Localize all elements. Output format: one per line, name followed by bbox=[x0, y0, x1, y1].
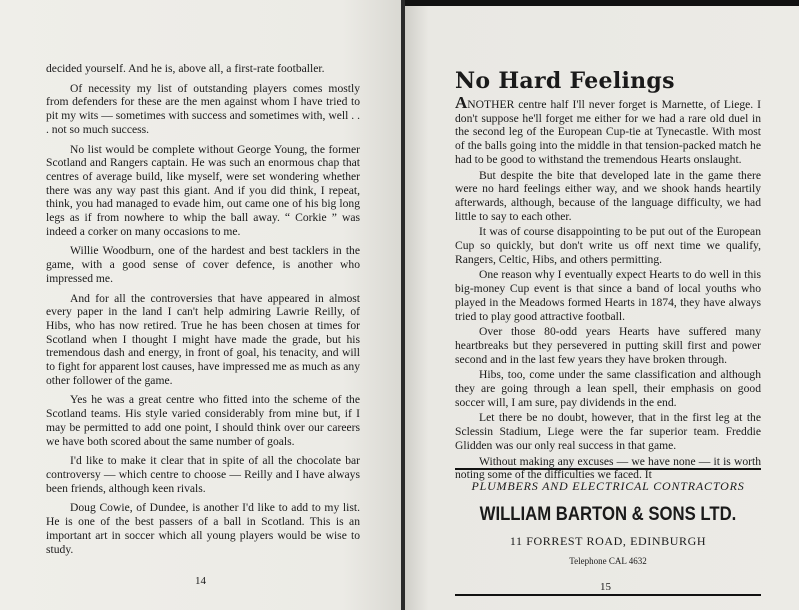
paragraph: But despite the bite that developed late in the game there were no hard feelings either way, and we shook hands heartily afterwards, although, because of the language difficulty, we had little to say to each other. bbox=[455, 168, 761, 223]
page-number: 14 bbox=[195, 575, 206, 587]
chapter-heading: No Hard Feelings bbox=[455, 68, 675, 94]
ad-company-name: WILLIAM BARTON & SONS LTD. bbox=[479, 504, 737, 525]
ad-telephone: Telephone CAL 4632 bbox=[569, 556, 647, 566]
right-page bbox=[405, 0, 799, 610]
drop-cap: A bbox=[455, 93, 468, 112]
page-number: 15 bbox=[600, 581, 611, 593]
paragraph-text: NOTHER centre half I'll never forget is Marnette, of Liege. I don't suppose he'll forget me either for we had a rare old duel in the second leg of the European Cup-tie at Tynecastle. With most of the balls going into the middle in that tension-packed match he had to be good to withstand the tremendous Hearts onslaught. bbox=[455, 98, 761, 166]
right-page-text bbox=[455, 93, 761, 484]
ad-tagline: PLUMBERS AND ELECTRICAL CONTRACTORS bbox=[471, 479, 745, 493]
paragraph: Yes he was a great centre who fitted into the scheme of the Scotland teams. His style varied considerably from mine but, if I may be permitted to add one point, I should think over our careers we have both scored about the same number of goals. bbox=[46, 393, 360, 448]
paragraph: Without making any excuses — we have none — it is worth noting some of the difficulties we faced. It bbox=[455, 454, 761, 482]
paragraph: Over those 80-odd years Hearts have suffered many heartbreaks but they persevered in putting skill first and power second and in the last few years they have broken through. bbox=[455, 325, 761, 366]
paragraph: One reason why I eventually expect Hearts to do well in this big-money Cup event is that since a band of local youths who played in the Meadows formed Hearts in 1874, they have always tried to play good attractive football. bbox=[455, 268, 761, 323]
paragraph: decided yourself. And he is, above all, a first-rate footballer. bbox=[46, 62, 325, 75]
paragraph: Of necessity my list of outstanding players comes mostly from defenders for these are the men against whom I have tried to pit my wits — sometimes with success and sometimes with, well . . . not so much success. bbox=[46, 81, 360, 136]
paragraph: I'd like to make it clear that in spite of all the chocolate bar controversy — which centre to choose — Reilly and I have always been friends, although keen rivals. bbox=[46, 454, 360, 495]
paragraph: No list would be complete without George Young, the former Scotland and Rangers captain. He was such an enormous chap that centres of average build, like myself, were set wondering whether there was any way past this giant. And if you did think, I repeat, think, you had managed to evade him, out came one of his big long legs as if from nowhere to whip the ball away. “ Corkie ” was indeed a corker on many occasions to me. bbox=[46, 142, 360, 238]
advertisement bbox=[455, 468, 761, 596]
paragraph bbox=[455, 93, 761, 167]
left-page-text bbox=[46, 62, 360, 562]
paragraph: Hibs, too, come under the same classification and although they are going through a lean spell, their emphasis on good soccer will, I am sure, pay dividends in the end. bbox=[455, 368, 761, 409]
paragraph: And for all the controversies that have appeared in almost every paper in the land I can't help admiring Lawrie Reilly, of Hibs, who has now retired. True he has been chosen at times for Scotland when I thought I might have made the grade, but his tremendous dash and energy, in front of goal, his tenacity, and will to fight for apparent lost causes, have impressed me as much as any other follower of the game. bbox=[46, 291, 360, 387]
ad-address: 11 FORREST ROAD, EDINBURGH bbox=[509, 534, 707, 548]
paragraph: Doug Cowie, of Dundee, is another I'd like to add to my list. He is one of the best passers of a ball in Scotland. This is an important art in soccer which all young players would be wise to study. bbox=[46, 501, 360, 556]
paragraph: Let there be no doubt, however, that in the first leg at the Sclessin Stadium, Liege were the far superior team. Freddie Glidden was our only real success in that game. bbox=[455, 411, 761, 452]
paragraph: Willie Woodburn, one of the hardest and best tacklers in the game, with a good sense of cover defence, is another who impressed me. bbox=[46, 244, 360, 285]
paragraph: It was of course disappointing to be put out of the European Cup so quickly, but don't write us off next time we qualify, Rangers, Celtic, Hibs, and others permitting. bbox=[455, 225, 761, 266]
